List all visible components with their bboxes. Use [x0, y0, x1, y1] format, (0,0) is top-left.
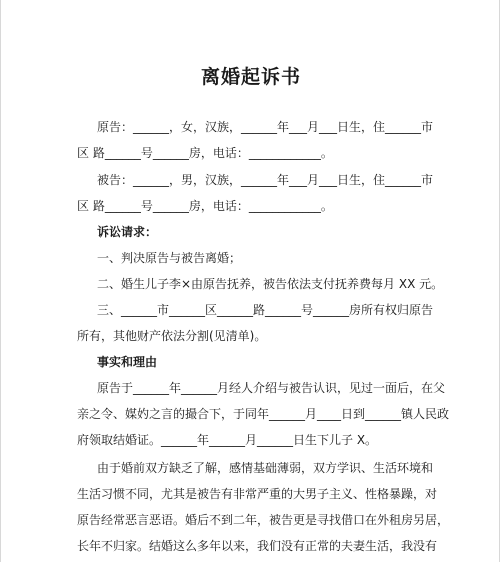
defendant-line-1: 被告：______，男，汉族，______年___月___日生，住______市	[97, 173, 434, 187]
claim-1: 一、判决原告与被告离婚；	[97, 251, 242, 265]
claims-heading: 诉讼请求：	[97, 225, 158, 239]
facts-line-7: 长年不归家。结婚这么多年以来，我们没有正常的夫妻生活，我没有	[77, 539, 438, 553]
facts-line-6: 原告经常恶言恶语。婚后不到二年，被告更是寻找借口在外租房另居，	[77, 513, 450, 527]
plaintiff-line-1: 原告：______，女，汉族，______年___月___日生，住______市	[97, 120, 434, 134]
claim-3-cont: 所有，其他财产依法分割(见清单)。	[77, 329, 267, 343]
plaintiff-line-2: 区 路______号______房，电话：____________。	[77, 146, 333, 160]
claim-2: 二、婚生儿子李×由原告抚养，被告依法支付抚养费每月 XX 元。	[97, 277, 444, 291]
facts-line-1: 原告于______年______月经人介绍与被告认识，见过一面后，在父	[97, 381, 446, 395]
facts-line-5: 生活习惯不同，尤其是被告有非常严重的大男子主义、性格暴躁，对	[77, 487, 438, 501]
facts-line-2: 亲之令、媒妁之言的撮合下，于同年______月____日到______镇人民政	[77, 407, 450, 421]
facts-line-3: 府领取结婚证。______年______月______日生下儿子 X。	[77, 433, 378, 447]
facts-heading: 事实和理由	[97, 355, 158, 369]
defendant-line-2: 区 路______号______房，电话：____________。	[77, 199, 333, 213]
facts-line-4: 由于婚前双方缺乏了解，感情基础薄弱，双方学识、生活环境和	[97, 461, 434, 475]
document-title: 离婚起诉书	[200, 66, 301, 88]
claim-3: 三、______市______区______路______号______房所有权归原告	[97, 303, 434, 317]
